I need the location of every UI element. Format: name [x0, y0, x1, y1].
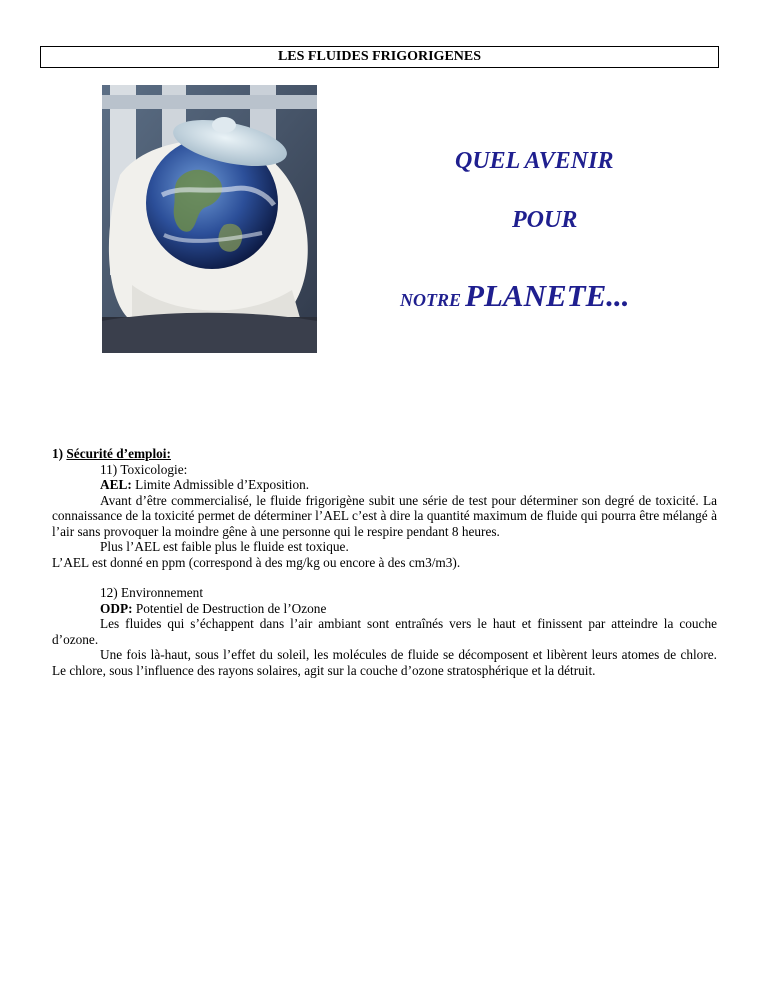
definition-term: ODP:: [100, 600, 133, 616]
slogan-line-3: [400, 278, 630, 314]
document-body: [52, 446, 717, 678]
paragraph-toxicite: Avant d’être commercialisé, le fluide frigorigène subit une série de test pour déterminer son degré de toxicité. La connaissance de la toxicité permet de déterminer l’AEL c’est à dire la quantité maximum de fluide qui pourra être mélangé à l’air sans provoquer la moindre gêne à une personne qui le respire pendant 8 heures.: [52, 492, 717, 539]
paragraph-chlore: Une fois là-haut, sous l’effet du soleil, les molécules de fluide se décomposent et libèrent leurs atomes de chlore. Le chlore, sous l’influence des rayons solaires, agit sur la couche d’ozone stratosphérique et la détruit.: [52, 647, 717, 678]
slogan-line-1: QUEL AVENIR: [455, 148, 614, 174]
section-number: 1): [52, 446, 64, 461]
section-heading: [52, 446, 717, 462]
definition-odp: [52, 601, 717, 617]
definition-text: Potentiel de Destruction de l’Ozone: [132, 600, 327, 616]
paragraph-ael-ppm: L’AEL est donné en ppm (correspond à des mg/kg ou encore à des cm3/m3).: [52, 554, 461, 570]
definition-term: AEL:: [100, 477, 132, 492]
paragraph-ael-faible: Plus l’AEL est faible plus le fluide est toxique.: [100, 539, 349, 554]
earth-jar-photo: [102, 85, 317, 353]
slogan-word-notre: NOTRE: [400, 290, 462, 310]
paragraph-fluides: Les fluides qui s’échappent dans l’air ambiant sont entraînés vers le haut et finissent par atteindre la couche d’ozone.: [52, 616, 717, 647]
definition-ael: [52, 477, 717, 493]
slogan-line-2: POUR: [512, 207, 578, 233]
subsection-title-environnement: 12) Environnement: [100, 585, 204, 600]
section-title: Sécurité d’emploi:: [66, 446, 171, 461]
subsection-title-toxicologie: 11) Toxicologie:: [100, 461, 188, 477]
definition-text: Limite Admissible d’Exposition.: [131, 477, 310, 492]
document-title: LES FLUIDES FRIGORIGENES: [40, 46, 719, 68]
slogan-word-planete: PLANETE...: [465, 278, 630, 313]
